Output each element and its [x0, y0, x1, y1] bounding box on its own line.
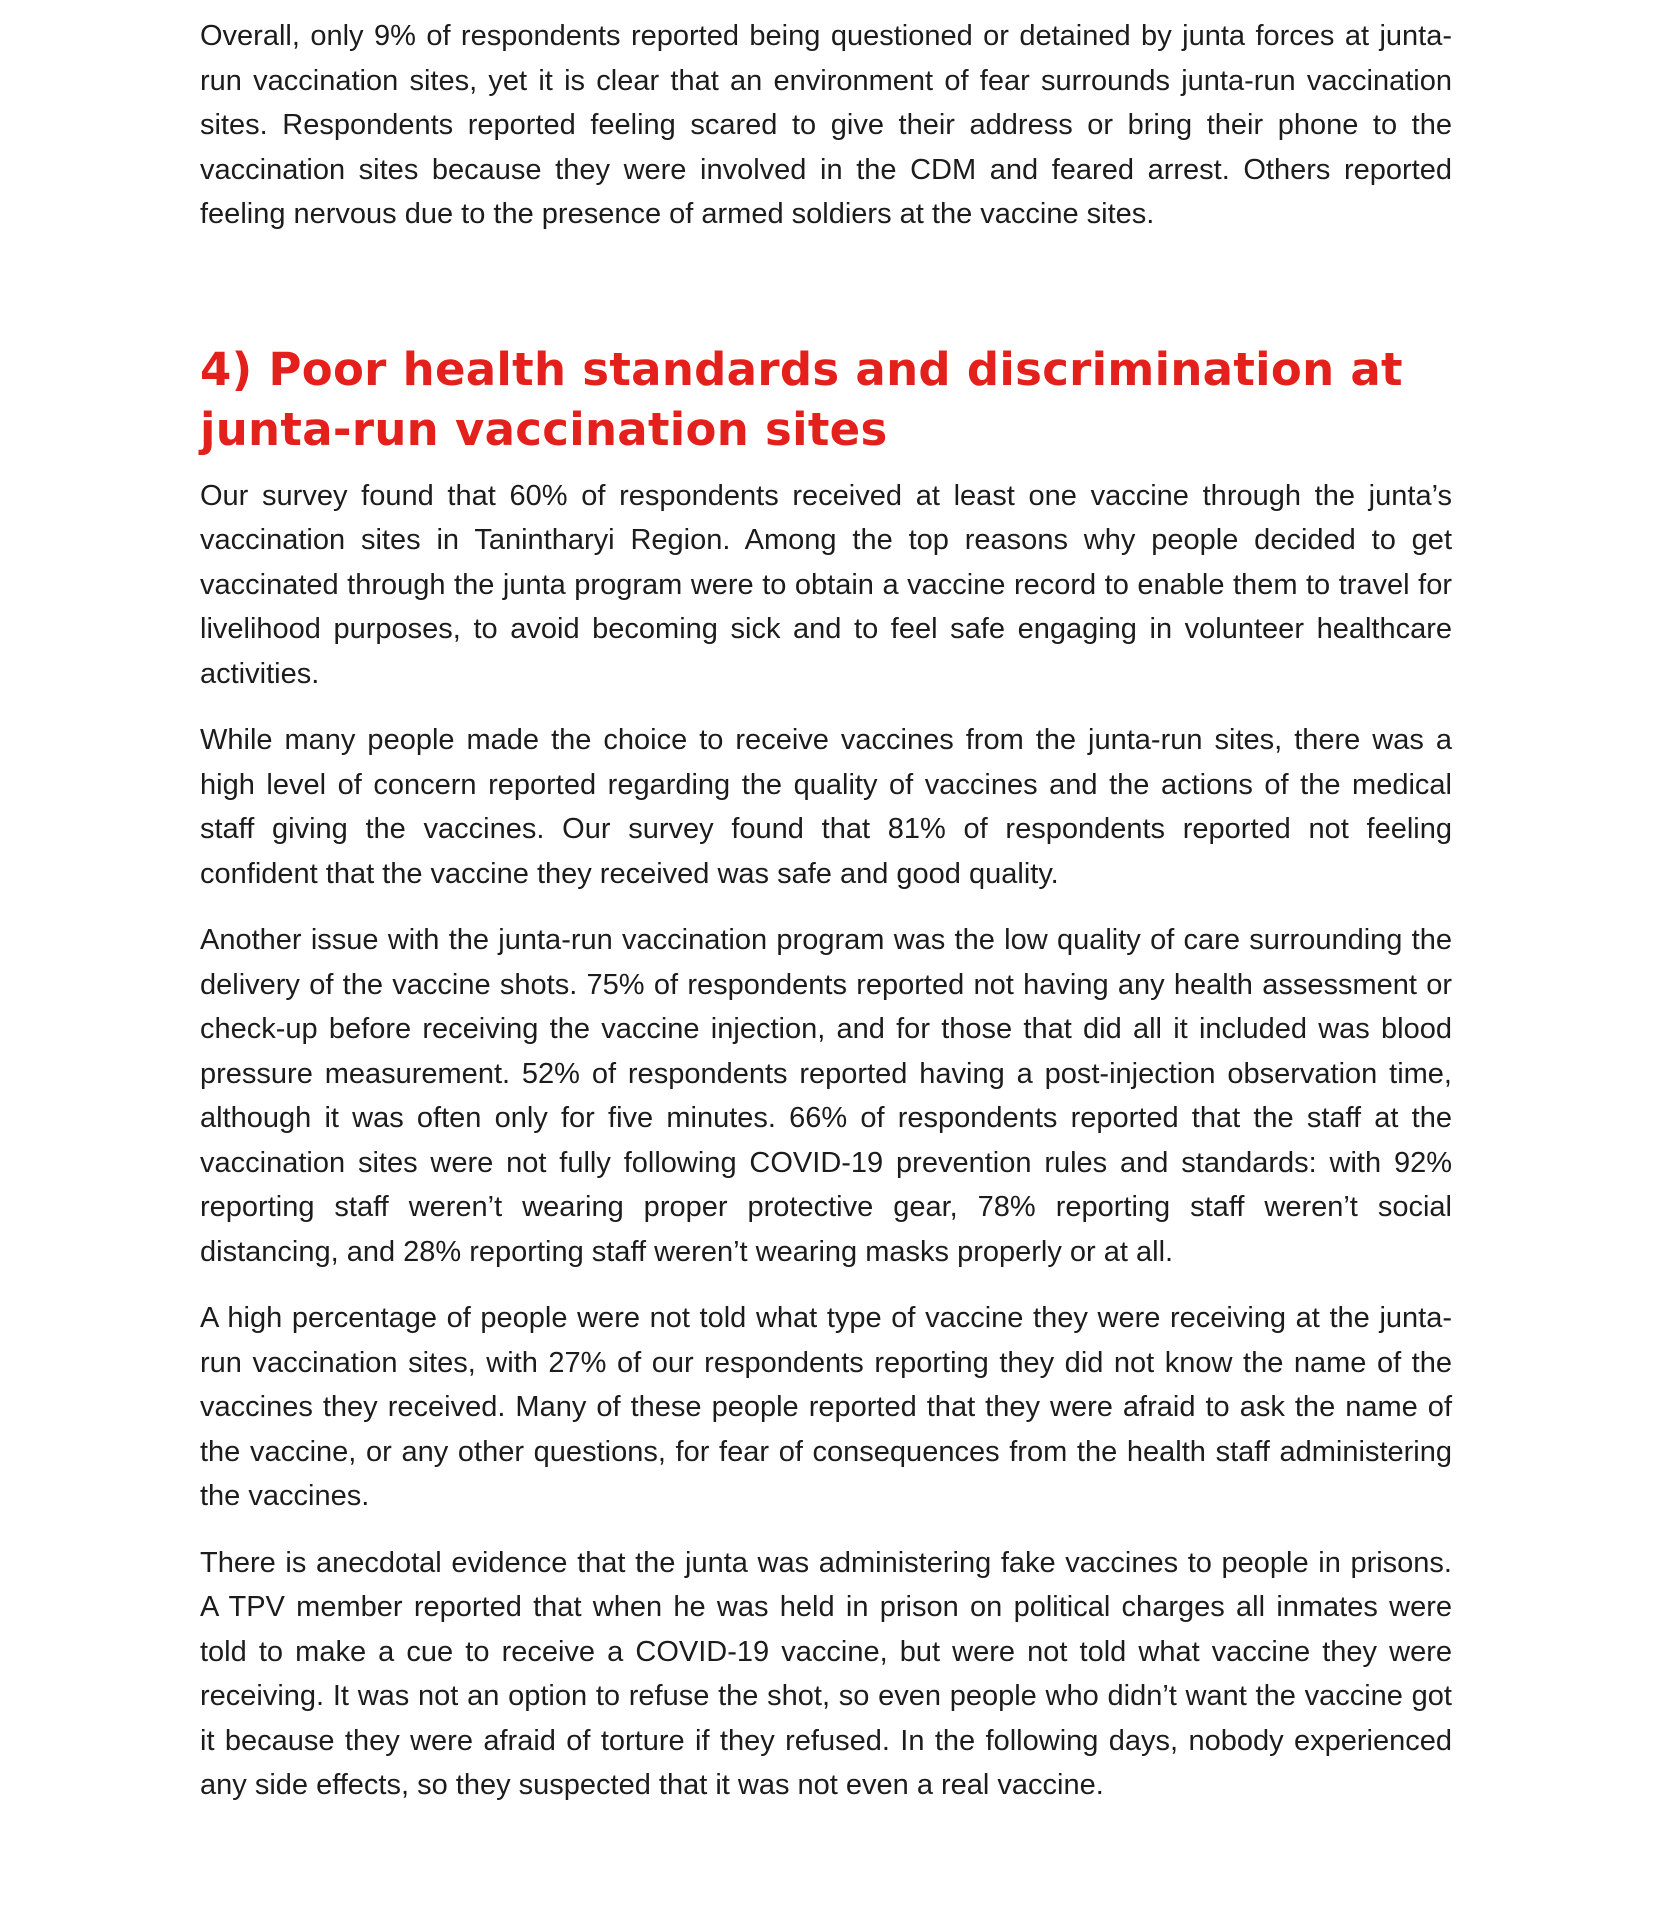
body-paragraph-vaccine-confidence: While many people made the choice to receive vaccines from the junta-run sites, there was a high level of concern reported regarding the quality of vaccines and the actions of the medical staff giving the vaccines. Our survey found that 81% of respondents reported not feeling confident that the vaccine they received was safe and good quality.: [200, 724, 1452, 890]
document-page: [200, 14, 1452, 1808]
body-paragraph-prison-evidence: There is anecdotal evidence that the junta was administering fake vaccines to people in prisons. A TPV member reported that when he was held in prison on political charges all inmates were told to make a cue to receive a COVID-19 vaccine, but were not told what vaccine they were receiving. It was not an option to refuse the shot, so even people who didn’t want the vaccine got it because they were afraid of torture if they refused. In the following days, nobody experienced any side effects, so they suspected that it was not even a real vaccine.: [200, 1546, 1452, 1801]
body-paragraph-survey-findings: Our survey found that 60% of respondents received at least one vaccine through the junta’s vaccination sites in Tanintharyi Region. Among the top reasons why people decided to get vaccinated through the junta program were to obtain a vaccine record to enable them to travel for livelihood purposes, to avoid becoming sick and to feel safe engaging in volunteer healthcare activities.: [200, 479, 1452, 690]
intro-paragraph: Overall, only 9% of respondents reported being questioned or detained by junta forces at junta-run vaccination sites, yet it is clear that an environment of fear surrounds junta-run vaccination sites. Respondents reported feeling scared to give their address or bring their phone to the vaccination sites because they were involved in the CDM and feared arrest. Others reported feeling nervous due to the presence of armed soldiers at the vaccine sites.: [200, 20, 1452, 230]
body-paragraph-vaccine-type: A high percentage of people were not told what type of vaccine they were receiving at the junta-run vaccination sites, with 27% of our respondents reporting they did not know the name of the vaccines they received. Many of these people reported that they were afraid to ask the name of the vaccine, or any other questions, for fear of consequences from the health staff administering the vaccines.: [200, 1302, 1452, 1512]
section-body: [200, 474, 1452, 1808]
body-paragraph-quality-of-care: Another issue with the junta-run vaccination program was the low quality of care surrounding the delivery of the vaccine shots. 75% of respondents reported not having any health assessment or check-up before receiving the vaccine injection, and for those that did all it included was blood pressure measurement. 52% of respondents reported having a post-injection observation time, although it was often only for five minutes. 66% of respondents reported that the staff at the vaccination sites were not fully following COVID-19 prevention rules and standards: with 92% reporting staff weren’t wearing proper protective gear, 78% reporting staff weren’t social distancing, and 28% reporting staff weren’t wearing masks properly or at all.: [200, 924, 1452, 1268]
section-heading: 4) Poor health standards and discrimination at junta-run vaccination sites: [200, 342, 1403, 456]
